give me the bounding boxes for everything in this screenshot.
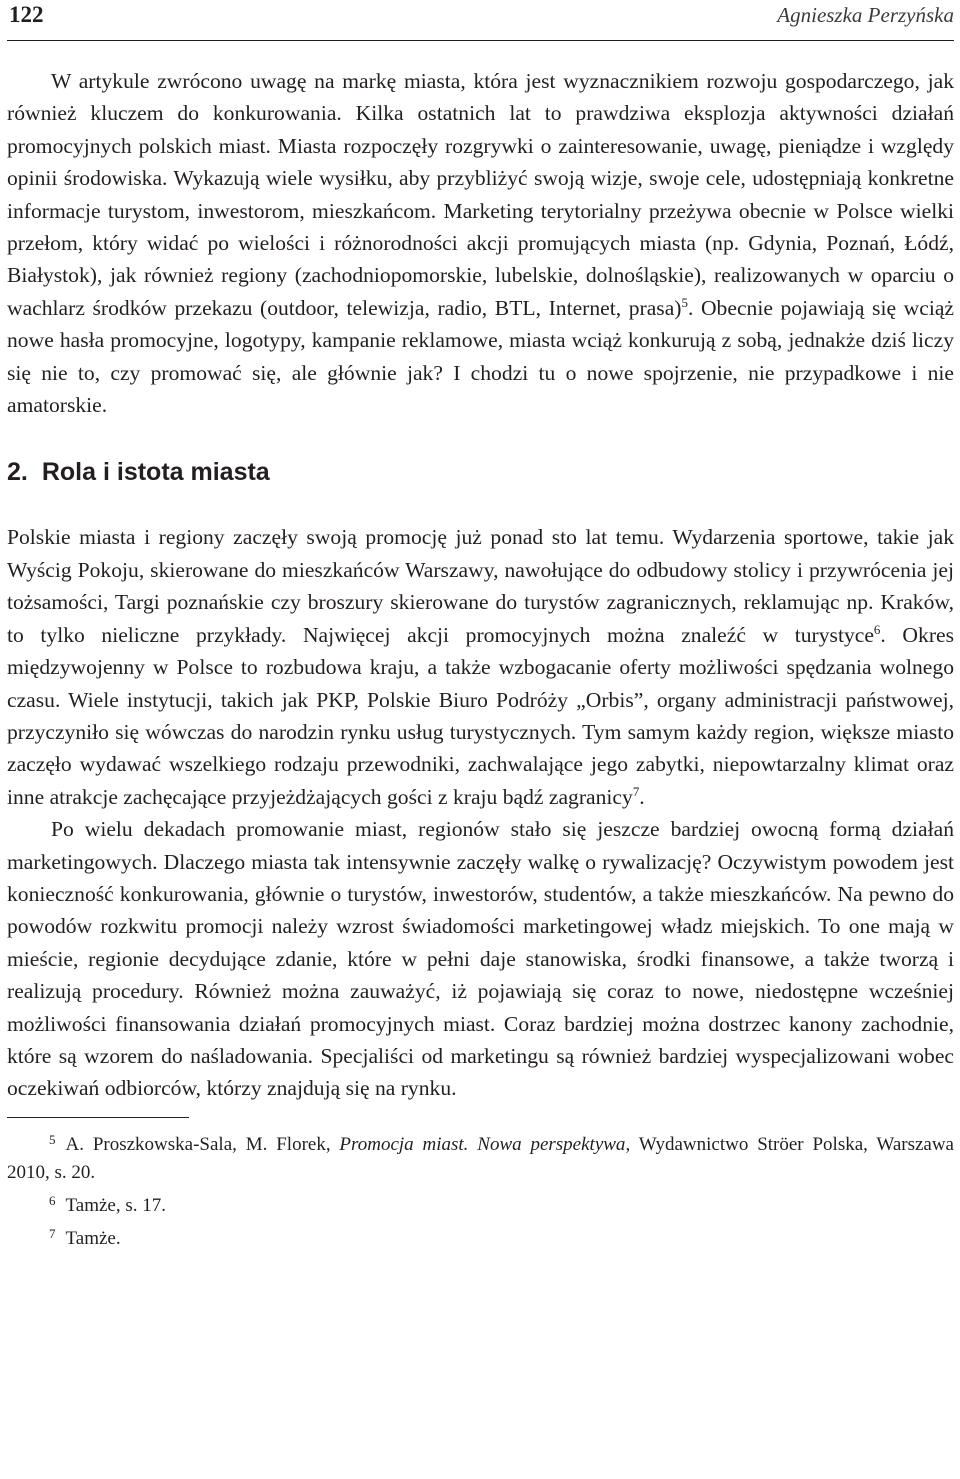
footnote-publication: , Wydawnictwo Ströer Polska, Warszawa 2010, s. 20. bbox=[7, 1133, 954, 1183]
footnote-cited-title: Promocja miast. Nowa perspektywa bbox=[339, 1133, 626, 1155]
footnote-text: Tamże, s. 17. bbox=[65, 1194, 167, 1216]
footnote-ref-5[interactable]: 5 bbox=[681, 294, 688, 310]
page-number: 122 bbox=[9, 2, 44, 27]
section-paragraph-1-text-3: . bbox=[639, 784, 645, 809]
footnote-ref-6[interactable]: 6 bbox=[873, 621, 881, 637]
footnote-separator bbox=[7, 1117, 189, 1118]
section-number: 2. bbox=[7, 458, 28, 487]
footnote-6 bbox=[7, 1187, 954, 1220]
intro-paragraph bbox=[7, 65, 954, 421]
footnote-mark: 6 bbox=[49, 1192, 56, 1208]
footnote-text: Tamże. bbox=[65, 1227, 121, 1249]
running-header bbox=[7, 0, 954, 41]
section-paragraph-1-text-1: Polskie miasta i regiony zaczęły swoją promocję już ponad sto lat temu. Wydarzenia sportowe, takie jak Wyścig Pokoju, skierowane do mieszkańców Warszawy, nawołujące do odbudowy stolicy i przywrócenia jej tożsamości, Targi poznańskie czy broszury skierowane do turystów zagranicznych, reklamując np. Kraków, to tylko nieliczne przykłady. Najwięcej akcji promocyjnych można znaleźć w turystyce bbox=[7, 525, 954, 647]
footnote-ref-7[interactable]: 7 bbox=[632, 783, 640, 799]
intro-paragraph-text-1: W artykule zwrócono uwagę na markę miasta, która jest wyznacznikiem rozwoju gospodarczego, jak również kluczem do konkurowania. Kilka ostatnich lat to prawdziwa eksplozja aktywności działań promocyjnych polskich miast. Miasta rozpoczęły rozgrywki o zainteresowanie, uwagę, pieniądze i względy opinii środowiska. Wykazują wiele wysiłku, aby przybliżyć swoją wizje, swoje cele, udostępniają konkretne informacje turystom, inwestorom, mieszkańcom. Marketing terytorialny przeżywa obecnie w Polsce wielki przełom, który widać po wielości i różnorodności akcji promujących miasta (np. Gdynia, Poznań, Łódź, Białystok), jak również regiony (zachodniopomorskie, lubelskie, dolnośląskie), realizowanych w oparciu o wachlarz środków przekazu (outdoor, telewizja, radio, BTL, Internet, prasa) bbox=[7, 69, 954, 320]
running-header-author: Agnieszka Perzyńska bbox=[777, 3, 954, 27]
section-title: Rola i istota miasta bbox=[41, 458, 270, 487]
intro-paragraph-text-2: . Obecnie pojawiają się wciąż nowe hasła promocyjne, logotypy, kampanie reklamowe, miasta wciąż konkurują z sobą, jednakże dziś liczy się nie to, czy promować się, ale głównie jak? I chodzi tu o nowe spojrzenie, nie przypadkowe i nie amatorskie. bbox=[7, 295, 954, 418]
section-heading bbox=[7, 457, 954, 487]
footnote-5 bbox=[7, 1126, 954, 1187]
footnote-mark: 5 bbox=[49, 1131, 56, 1147]
footnote-7 bbox=[7, 1220, 954, 1253]
footnote-authors: A. Proszkowska-Sala, M. Florek, bbox=[65, 1133, 340, 1155]
section-paragraph-2: Po wielu dekadach promowanie miast, regionów stało się jeszcze bardziej owocną formą działań marketingowych. Dlaczego miasta tak intensywnie zaczęły walkę o rywalizację? Oczywistym powodem jest konieczność konkurowania, głównie o turystów, inwestorów, studentów, a także mieszkańców. Na pewno do powodów rozkwitu promocji należy wzrost świadomości marketingowej władz miejskich. To one mają w mieście, regionie decydujące zdanie, które w pełni daje stanowiska, środki finansowe, a także tworzą i realizują procedury. Również można zauważyć, iż pojawiają się coraz to nowe, niedostępne wcześniej możliwości finansowania działań promocyjnych miast. Coraz bardziej można dostrzec kanony zachodnie, które są wzorem do naśladowania. Specjaliści od marketingu są również bardziej wyspecjalizowani wobec oczekiwań odbiorców, którzy znajdują się na rynku. bbox=[7, 817, 954, 1101]
section-paragraph-1-text-2: . Okres międzywojenny w Polsce to rozbudowa kraju, a także wzbogacanie oferty możliwości spędzania wolnego czasu. Wiele instytucji, takich jak PKP, Polskie Biuro Podróży „Orbis”, organy administracji państwowej, przyczyniło się wówczas do narodzin rynku usług turystycznych. Tym samym każdy region, większe miasto zaczęło wydawać wszelkiego rodzaju przewodniki, zachwalające jego zabytki, niepowtarzalny klimat oraz inne atrakcje zachęcające przyjeżdżających gości z kraju bądź zagranicy bbox=[7, 622, 954, 809]
footnote-mark: 7 bbox=[49, 1225, 56, 1241]
section-paragraph-1 bbox=[7, 521, 954, 813]
